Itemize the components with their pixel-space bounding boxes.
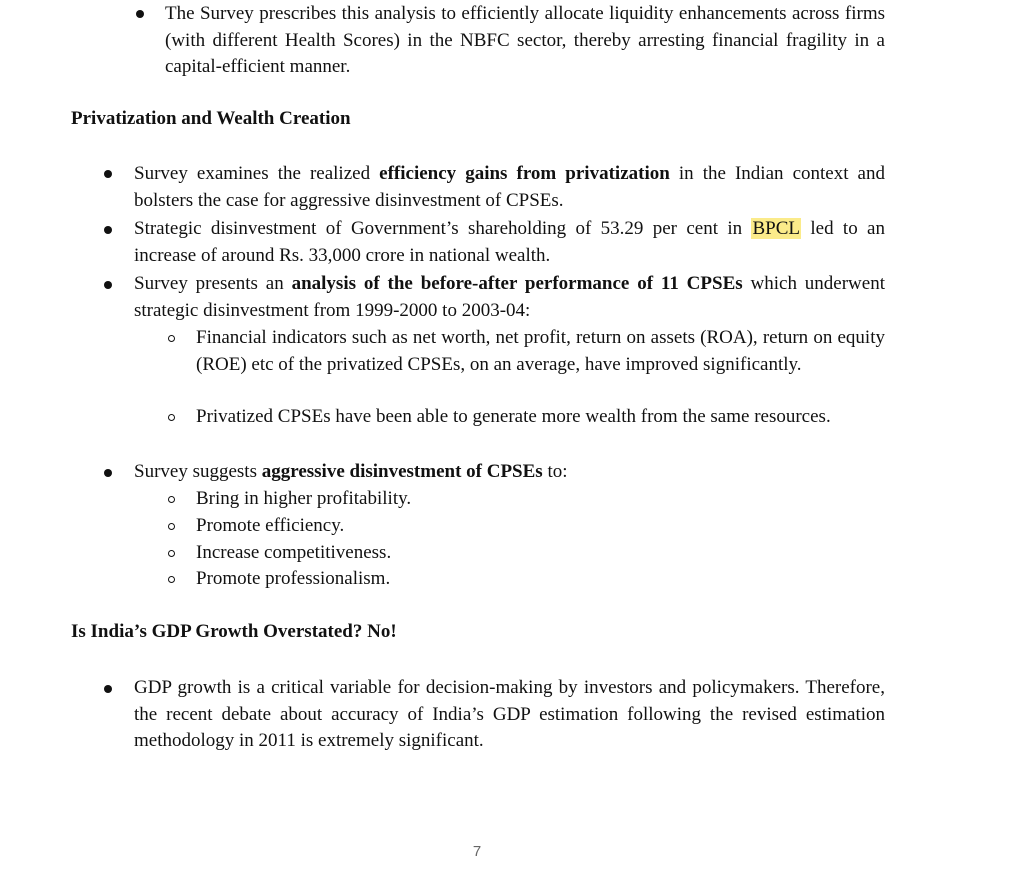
- sub-bullet-icon: [168, 550, 175, 557]
- bullet-icon: [136, 10, 144, 18]
- sub-bullet-icon: [168, 414, 175, 421]
- page-number: 7: [472, 843, 482, 860]
- sub-bullet-icon: [168, 335, 175, 342]
- section-heading-gdp: Is India’s GDP Growth Overstated? No!: [71, 621, 397, 642]
- bullet-efficiency-gains: Survey examines the realized efficiency gains from privatization in the Indian context and bolsters the case for aggressive disinvestment of CPSEs.: [134, 163, 885, 211]
- sub-bullet-icon: [168, 576, 175, 583]
- bullet-icon: [104, 281, 112, 289]
- sub-bullet-icon: [168, 496, 175, 503]
- bullet-icon: [104, 170, 112, 178]
- bullet-gdp-growth: GDP growth is a critical variable for decision-making by investors and policymakers. Therefore, the recent debate about accuracy of India’s GDP estimation following the revised estimation methodology in 2011 is extremely significant.: [134, 677, 885, 751]
- sub-bullet-competitiveness: Increase competitiveness.: [196, 542, 392, 563]
- sub-bullet-wealth-generation: Privatized CPSEs have been able to generate more wealth from the same resources.: [196, 406, 831, 427]
- sub-bullet-efficiency: Promote efficiency.: [196, 515, 345, 536]
- sub-bullet-icon: [168, 523, 175, 530]
- bullet-icon: [104, 469, 112, 477]
- sub-bullet-financial-indicators: Financial indicators such as net worth, net profit, return on assets (ROA), return on equity (ROE) etc of the privatized CPSEs, on an average, have improved significantly.: [196, 327, 885, 375]
- bullet-bpcl-disinvestment: Strategic disinvestment of Government’s shareholding of 53.29 per cent in BPCL led to an increase of around Rs. 33,000 crore in national wealth.: [134, 218, 885, 266]
- bullet-icon: [104, 685, 112, 693]
- intro-paragraph: The Survey prescribes this analysis to efficiently allocate liquidity enhancements across firms (with different Health Scores) in the NBFC sector, thereby arresting financial fragility in a capital-efficient manner.: [165, 3, 885, 77]
- sub-bullet-profitability: Bring in higher profitability.: [196, 488, 412, 509]
- sub-bullet-professionalism: Promote professionalism.: [196, 568, 391, 589]
- bullet-before-after-analysis: Survey presents an analysis of the before-after performance of 11 CPSEs which underwent strategic disinvestment from 1999-2000 to 2003-04:: [134, 273, 885, 321]
- highlighted-text: BPCL: [752, 218, 800, 239]
- bullet-icon: [104, 226, 112, 234]
- bullet-aggressive-disinvestment: Survey suggests aggressive disinvestment of CPSEs to:: [134, 461, 568, 482]
- section-heading-privatization: Privatization and Wealth Creation: [71, 108, 351, 129]
